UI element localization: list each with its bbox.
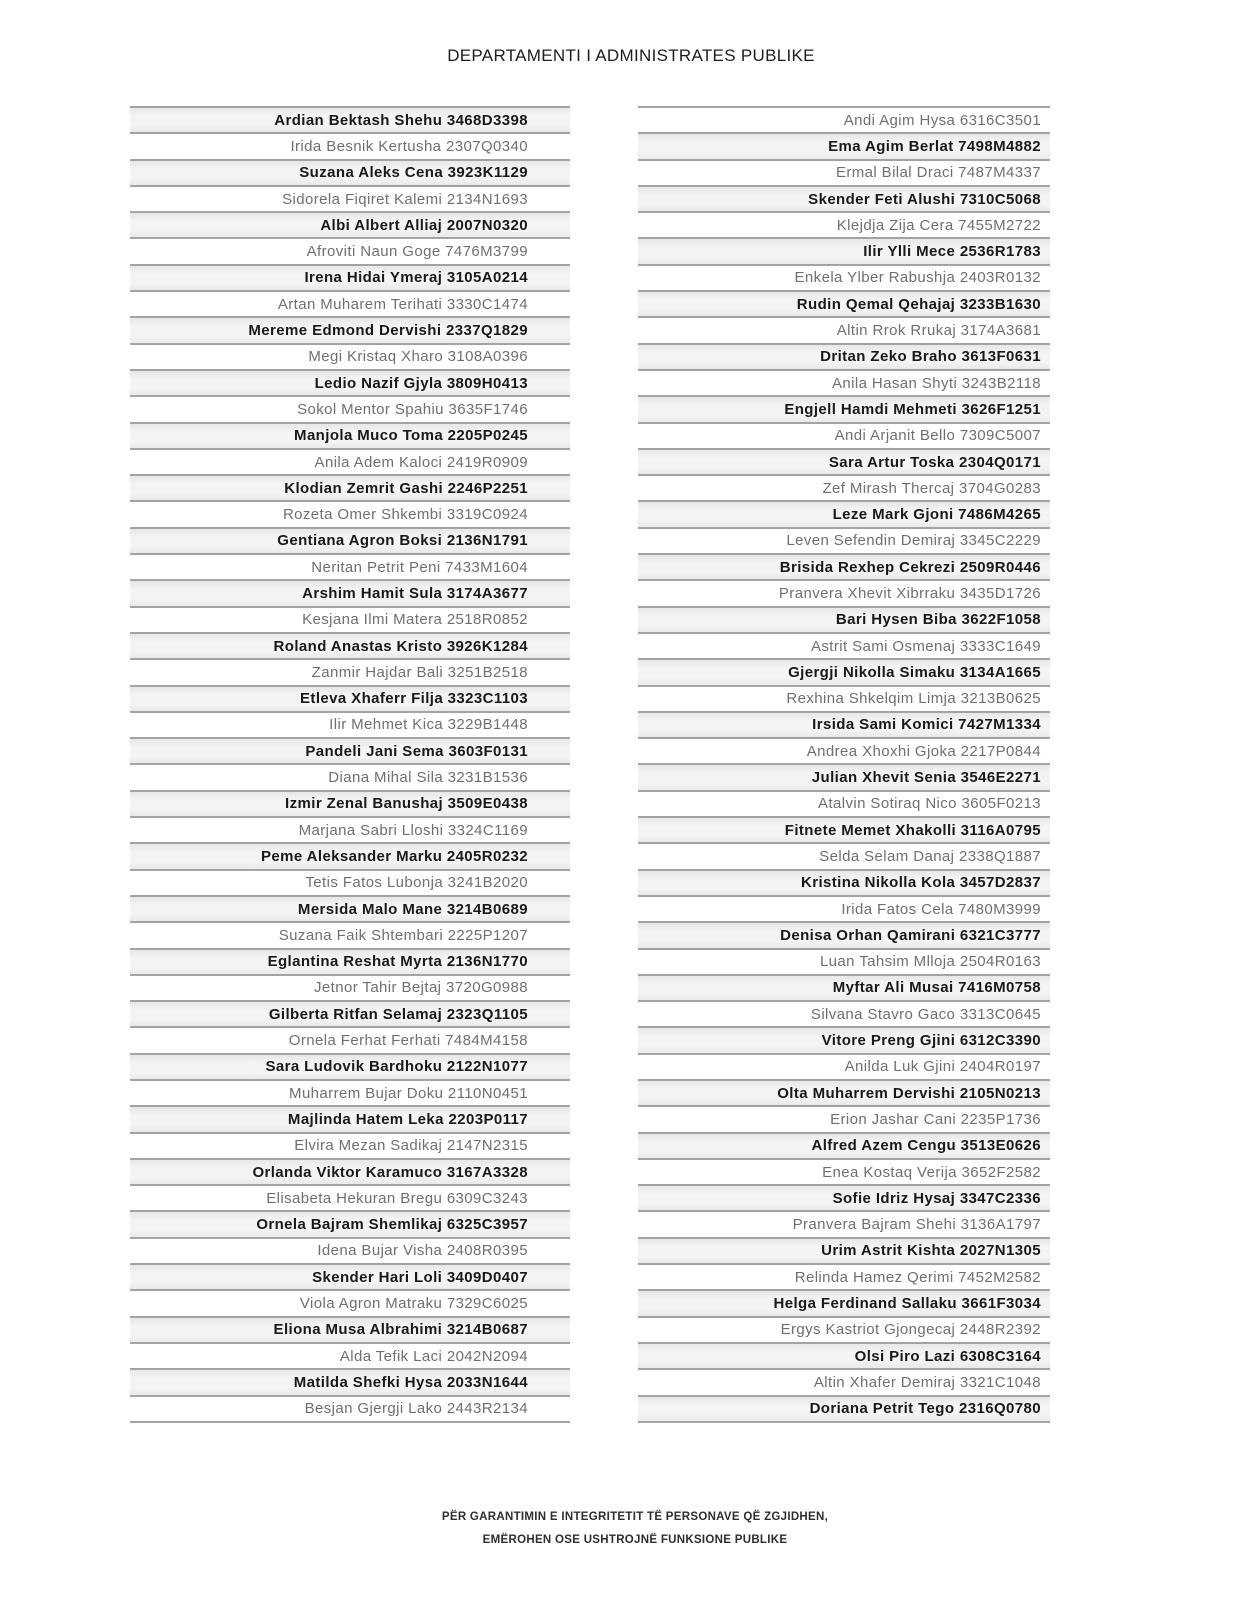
person-entry: Skender Feti Alushi 7310C5068: [808, 190, 1041, 208]
list-item: [130, 1158, 570, 1184]
list-item: [130, 474, 570, 500]
list-item: [638, 842, 1050, 868]
person-entry: Manjola Muco Toma 2205P0245: [294, 427, 528, 445]
list-item: [638, 1316, 1050, 1342]
list-item: [638, 1289, 1050, 1315]
person-entry: Olsi Piro Lazi 6308C3164: [854, 1347, 1041, 1365]
list-item: [638, 1184, 1050, 1210]
person-entry: Myftar Ali Musai 7416M0758: [832, 979, 1041, 997]
list-item: [638, 1105, 1050, 1131]
list-item: [130, 185, 570, 211]
list-item: [130, 763, 570, 789]
list-item: [638, 237, 1050, 263]
person-entry: Enea Kostaq Verija 3652F2582: [822, 1163, 1041, 1181]
person-entry: Leven Sefendin Demiraj 3345C2229: [786, 532, 1041, 550]
list-item: [638, 474, 1050, 500]
list-item: [638, 1263, 1050, 1289]
name-list-right-column: [638, 106, 1050, 1423]
person-entry: Pranvera Xhevit Xibrraku 3435D1726: [778, 584, 1041, 602]
person-entry: Artan Muharem Terihati 3330C1474: [277, 295, 528, 313]
person-entry: Ilir Ylli Mece 2536R1783: [863, 243, 1041, 261]
footer-line-1: PËR GARANTIMIN E INTEGRITETIT TË PERSONAVE QË ZGJIDHEN,: [441, 1511, 829, 1523]
list-item: [130, 1105, 570, 1131]
person-entry: Eglantina Reshat Myrta 2136N1770: [267, 953, 528, 971]
person-entry: Ornela Bajram Shemlikaj 6325C3957: [256, 1216, 528, 1234]
list-item: [638, 395, 1050, 421]
person-entry: Majlinda Hatem Leka 2203P0117: [287, 1110, 528, 1128]
person-entry: Suzana Aleks Cena 3923K1129: [299, 164, 528, 182]
list-item: [130, 1395, 570, 1421]
person-entry: Pandeli Jani Sema 3603F0131: [305, 742, 528, 760]
list-item: [638, 1158, 1050, 1184]
list-item: [638, 1079, 1050, 1105]
person-entry: Mersida Malo Mane 3214B0689: [297, 900, 528, 918]
list-item: [130, 921, 570, 947]
person-entry: Anila Adem Kaloci 2419R0909: [314, 453, 528, 471]
person-entry: Bari Hysen Biba 3622F1058: [835, 611, 1041, 629]
list-item: [130, 1210, 570, 1236]
list-item: [638, 579, 1050, 605]
person-entry: Altin Rrok Rrukaj 3174A3681: [836, 322, 1041, 340]
person-entry: Roland Anastas Kristo 3926K1284: [273, 637, 528, 655]
person-entry: Pranvera Bajram Shehi 3136A1797: [792, 1216, 1041, 1234]
person-entry: Arshim Hamit Sula 3174A3677: [302, 584, 528, 602]
list-item: [638, 1368, 1050, 1394]
list-item: [638, 711, 1050, 737]
list-item: [130, 1263, 570, 1289]
person-entry: Viola Agron Matraku 7329C6025: [299, 1295, 528, 1312]
list-item: [638, 1026, 1050, 1052]
person-entry: Urim Astrit Kishta 2027N1305: [821, 1242, 1041, 1260]
list-item: [130, 264, 570, 290]
person-entry: Izmir Zenal Banushaj 3509E0438: [285, 795, 528, 813]
person-entry: Skender Hari Loli 3409D0407: [312, 1268, 528, 1286]
list-item: [130, 842, 570, 868]
list-item: [130, 948, 570, 974]
list-item: [638, 606, 1050, 632]
list-item: [130, 316, 570, 342]
person-entry: Rozeta Omer Shkembi 3319C0924: [282, 506, 528, 524]
person-entry: Jetnor Tahir Bejtaj 3720G0988: [314, 979, 528, 997]
list-item: [638, 185, 1050, 211]
person-entry: Andrea Xhoxhi Gjoka 2217P0844: [806, 742, 1041, 760]
list-item: [638, 369, 1050, 395]
list-item: [638, 1237, 1050, 1263]
person-entry: Sara Artur Toska 2304Q0171: [828, 453, 1041, 471]
list-item: [130, 579, 570, 605]
person-entry: Gjergji Nikolla Simaku 3134A1665: [788, 663, 1041, 681]
list-item: [638, 869, 1050, 895]
list-item: [130, 1237, 570, 1263]
list-item: [638, 316, 1050, 342]
list-item: [130, 159, 570, 185]
list-item: [130, 211, 570, 237]
list-item: [130, 737, 570, 763]
person-entry: Doriana Petrit Tego 2316Q0780: [809, 1400, 1041, 1418]
person-entry: Erion Jashar Cani 2235P1736: [830, 1110, 1041, 1128]
person-entry: Irena Hidai Ymeraj 3105A0214: [304, 269, 528, 287]
list-item: [638, 816, 1050, 842]
list-item: [130, 422, 570, 448]
person-entry: Eliona Musa Albrahimi 3214B0687: [273, 1321, 528, 1339]
list-item: [130, 1184, 570, 1210]
list-item: [130, 1289, 570, 1315]
list-item: [638, 422, 1050, 448]
person-entry: Relinda Hamez Qerimi 7452M2582: [794, 1268, 1041, 1286]
list-item: [638, 553, 1050, 579]
list-item: [130, 527, 570, 553]
footer-line-2: EMËROHEN OSE USHTROJNË FUNKSIONE PUBLIKE: [482, 1534, 788, 1546]
list-item: [130, 606, 570, 632]
person-entry: Kesjana Ilmi Matera 2518R0852: [302, 611, 528, 629]
list-item: [130, 290, 570, 316]
list-item: [130, 1000, 570, 1026]
list-item: [638, 737, 1050, 763]
person-entry: Neritan Petrit Peni 7433M1604: [311, 558, 528, 576]
person-entry: Anilda Luk Gjini 2404R0197: [844, 1058, 1041, 1076]
person-entry: Astrit Sami Osmenaj 3333C1649: [810, 637, 1041, 655]
person-entry: Alfred Azem Cengu 3513E0626: [811, 1137, 1041, 1155]
person-entry: Engjell Hamdi Mehmeti 3626F1251: [784, 400, 1041, 418]
list-item: [130, 553, 570, 579]
person-entry: Altin Xhafer Demiraj 3321C1048: [813, 1373, 1041, 1391]
list-item: [130, 369, 570, 395]
person-entry: Irsida Sami Komici 7427M1334: [812, 716, 1041, 734]
person-entry: Ermal Bilal Draci 7487M4337: [835, 164, 1041, 182]
person-entry: Muharrem Bujar Doku 2110N0451: [289, 1084, 528, 1102]
person-entry: Brisida Rexhep Cekrezi 2509R0446: [779, 558, 1041, 576]
person-entry: Alda Tefik Laci 2042N2094: [339, 1347, 528, 1365]
list-item: [638, 1342, 1050, 1368]
person-entry: Denisa Orhan Qamirani 6321C3777: [780, 926, 1041, 944]
person-entry: Vitore Preng Gjini 6312C3390: [821, 1032, 1041, 1050]
list-item: [638, 159, 1050, 185]
person-entry: Leze Mark Gjoni 7486M4265: [832, 506, 1041, 524]
list-item: [638, 1053, 1050, 1079]
person-entry: Dritan Zeko Braho 3613F0631: [820, 348, 1041, 366]
person-entry: Helga Ferdinand Sallaku 3661F3034: [773, 1295, 1041, 1312]
person-entry: Orlanda Viktor Karamuco 3167A3328: [252, 1163, 528, 1181]
person-entry: Gentiana Agron Boksi 2136N1791: [277, 532, 528, 550]
list-item: [130, 106, 570, 132]
list-item: [638, 685, 1050, 711]
list-item: [638, 1000, 1050, 1026]
person-entry: Klejdja Zija Cera 7455M2722: [836, 216, 1041, 234]
person-entry: Ornela Ferhat Ferhati 7484M4158: [288, 1032, 528, 1050]
person-entry: Irida Besnik Kertusha 2307Q0340: [290, 137, 528, 155]
person-entry: Tetis Fatos Lubonja 3241B2020: [305, 874, 528, 892]
list-item: [130, 1026, 570, 1052]
list-item: [130, 1342, 570, 1368]
list-item: [130, 658, 570, 684]
person-entry: Besjan Gjergji Lako 2443R2134: [304, 1400, 528, 1418]
list-item: [130, 500, 570, 526]
person-entry: Rudin Qemal Qehajaj 3233B1630: [796, 295, 1041, 313]
person-entry: Andi Agim Hysa 6316C3501: [843, 111, 1041, 129]
list-item: [638, 763, 1050, 789]
person-entry: Silvana Stavro Gaco 3313C0645: [810, 1005, 1041, 1023]
list-item: [638, 211, 1050, 237]
list-item: [130, 395, 570, 421]
person-entry: Kristina Nikolla Kola 3457D2837: [800, 874, 1041, 892]
list-item: [638, 448, 1050, 474]
list-item: [130, 816, 570, 842]
person-entry: Gilberta Ritfan Selamaj 2323Q1105: [268, 1005, 528, 1023]
person-entry: Atalvin Sotiraq Nico 3605F0213: [818, 795, 1041, 813]
list-item: [130, 343, 570, 369]
list-item: [638, 790, 1050, 816]
list-item: [638, 1132, 1050, 1158]
person-entry: Ema Agim Berlat 7498M4882: [828, 137, 1041, 155]
person-entry: Klodian Zemrit Gashi 2246P2251: [284, 479, 528, 497]
person-entry: Zanmir Hajdar Bali 3251B2518: [311, 663, 528, 681]
list-item: [638, 948, 1050, 974]
list-item: [130, 448, 570, 474]
person-entry: Afroviti Naun Goge 7476M3799: [306, 243, 528, 261]
footer-note: [34, 1506, 1236, 1552]
person-entry: Elisabeta Hekuran Bregu 6309C3243: [266, 1189, 528, 1207]
list-item: [638, 264, 1050, 290]
person-entry: Megi Kristaq Xharo 3108A0396: [308, 348, 528, 366]
list-item: [130, 895, 570, 921]
list-item: [638, 1395, 1050, 1421]
person-entry: Ardian Bektash Shehu 3468D3398: [274, 111, 528, 129]
list-item: [638, 974, 1050, 1000]
person-entry: Ledio Nazif Gjyla 3809H0413: [314, 374, 528, 392]
person-entry: Julian Xhevit Senia 3546E2271: [811, 769, 1041, 787]
list-item: [130, 711, 570, 737]
person-entry: Fitnete Memet Xhakolli 3116A0795: [784, 821, 1041, 839]
person-entry: Olta Muharrem Dervishi 2105N0213: [777, 1084, 1041, 1102]
person-entry: Sara Ludovik Bardhoku 2122N1077: [265, 1058, 528, 1076]
person-entry: Sokol Mentor Spahiu 3635F1746: [297, 400, 528, 418]
list-item: [638, 895, 1050, 921]
list-item: [130, 869, 570, 895]
person-entry: Diana Mihal Sila 3231B1536: [328, 769, 528, 787]
list-item: [130, 632, 570, 658]
person-entry: Anila Hasan Shyti 3243B2118: [832, 374, 1041, 392]
person-entry: Peme Aleksander Marku 2405R0232: [261, 847, 528, 865]
list-item: [130, 790, 570, 816]
person-entry: Elvira Mezan Sadikaj 2147N2315: [294, 1137, 528, 1155]
list-item: [130, 685, 570, 711]
person-entry: Enkela Ylber Rabushja 2403R0132: [794, 269, 1041, 287]
list-item: [130, 974, 570, 1000]
person-entry: Suzana Faik Shtembari 2225P1207: [278, 926, 528, 944]
list-item: [638, 921, 1050, 947]
list-item: [130, 1368, 570, 1394]
list-item: [638, 290, 1050, 316]
list-item: [130, 1132, 570, 1158]
list-item: [130, 1053, 570, 1079]
person-entry: Luan Tahsim Mlloja 2504R0163: [819, 953, 1041, 971]
person-entry: Zef Mirash Thercaj 3704G0283: [822, 479, 1041, 497]
name-list-left-column: [130, 106, 570, 1423]
list-item: [638, 527, 1050, 553]
person-entry: Rexhina Shkelqim Limja 3213B0625: [786, 690, 1041, 708]
list-item: [638, 500, 1050, 526]
list-item: [638, 1210, 1050, 1236]
list-item: [638, 132, 1050, 158]
person-entry: Idena Bujar Visha 2408R0395: [317, 1242, 528, 1260]
person-entry: Ilir Mehmet Kica 3229B1448: [329, 716, 528, 734]
list-item: [130, 1079, 570, 1105]
person-entry: Selda Selam Danaj 2338Q1887: [819, 847, 1041, 865]
list-item: [130, 237, 570, 263]
person-entry: Albi Albert Alliaj 2007N0320: [320, 216, 528, 234]
person-entry: Sofie Idriz Hysaj 3347C2336: [832, 1189, 1041, 1207]
person-entry: Ergys Kastriot Gjongecaj 2448R2392: [780, 1321, 1041, 1339]
list-item: [130, 132, 570, 158]
list-item: [638, 632, 1050, 658]
list-item: [638, 658, 1050, 684]
page-title: DEPARTAMENTI I ADMINISTRATES PUBLIKE: [447, 46, 815, 65]
list-item: [130, 1316, 570, 1342]
person-entry: Irida Fatos Cela 7480M3999: [841, 900, 1041, 918]
person-entry: Sidorela Fiqiret Kalemi 2134N1693: [282, 190, 528, 208]
list-item: [638, 343, 1050, 369]
person-entry: Etleva Xhaferr Filja 3323C1103: [300, 690, 528, 708]
list-item: [638, 106, 1050, 132]
person-entry: Matilda Shefki Hysa 2033N1644: [293, 1373, 528, 1391]
person-entry: Mereme Edmond Dervishi 2337Q1829: [248, 322, 528, 340]
person-entry: Marjana Sabri Lloshi 3324C1169: [298, 821, 528, 839]
person-entry: Andi Arjanit Bello 7309C5007: [834, 427, 1041, 445]
